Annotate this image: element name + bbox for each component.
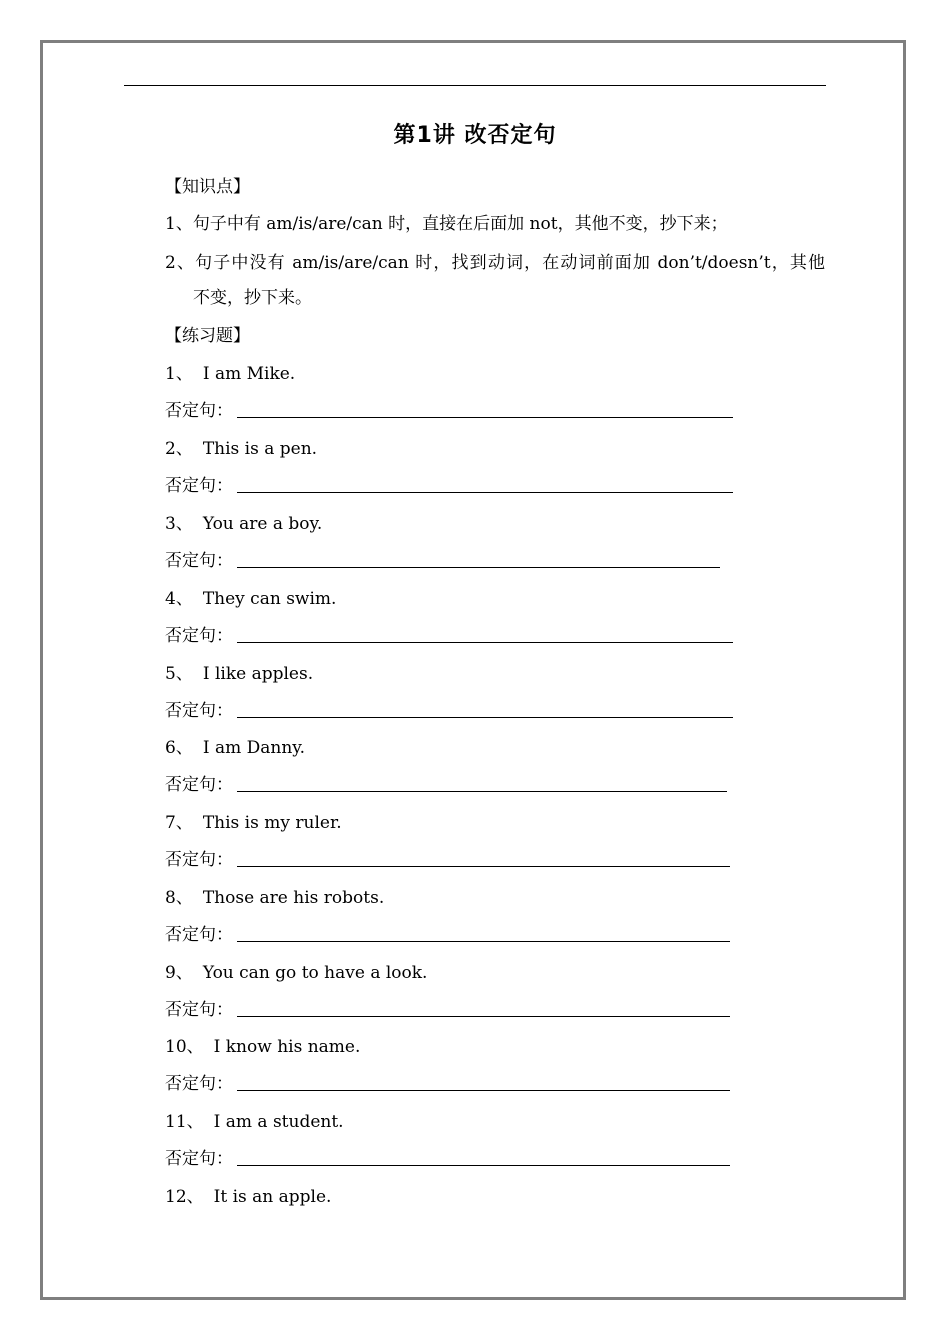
answer-row (165, 696, 733, 721)
question-sentence: I like apples. (202, 664, 314, 684)
answer-blank[interactable] (237, 416, 733, 418)
question-sentence: I know his name. (213, 1037, 361, 1057)
question-row (165, 434, 317, 459)
question-row (165, 584, 336, 609)
question-number: 3、 (165, 514, 193, 534)
header-rule (124, 85, 826, 86)
answer-label: 否定句： (165, 850, 233, 870)
question-number: 8、 (165, 888, 193, 908)
answer-row (165, 770, 727, 795)
exercises-heading: 【练习题】 (165, 326, 250, 346)
question-sentence: I am Mike. (202, 364, 296, 384)
question-row (165, 808, 342, 833)
question-row (165, 359, 295, 384)
answer-row (165, 845, 730, 870)
question-sentence: You can go to have a look. (202, 963, 428, 983)
answer-row (165, 471, 733, 496)
question-row (165, 1032, 360, 1057)
answer-row (165, 920, 730, 945)
question-sentence: This is a pen. (202, 439, 318, 459)
answer-blank[interactable] (237, 1164, 730, 1166)
question-number: 5、 (165, 664, 193, 684)
answer-blank[interactable] (237, 641, 733, 643)
question-number: 4、 (165, 589, 193, 609)
answer-label: 否定句： (165, 701, 233, 721)
page-title: 第1讲 改否定句 (393, 123, 557, 148)
question-sentence: It is an apple. (213, 1187, 332, 1207)
question-number: 9、 (165, 963, 193, 983)
answer-row (165, 1144, 730, 1169)
question-sentence: Those are his robots. (202, 888, 385, 908)
answer-blank[interactable] (237, 940, 730, 942)
question-number: 10、 (165, 1037, 204, 1057)
answer-label: 否定句： (165, 1149, 233, 1169)
answer-label: 否定句： (165, 1000, 233, 1020)
answer-label: 否定句： (165, 925, 233, 945)
question-sentence: This is my ruler. (202, 813, 342, 833)
question-row (165, 1182, 331, 1207)
knowledge-heading: 【知识点】 (165, 177, 250, 197)
answer-blank[interactable] (237, 1015, 730, 1017)
answer-blank[interactable] (237, 566, 720, 568)
question-row (165, 509, 322, 534)
answer-row (165, 396, 733, 421)
answer-label: 否定句： (165, 626, 233, 646)
answer-blank[interactable] (237, 1089, 730, 1091)
question-number: 1、 (165, 364, 193, 384)
question-number: 7、 (165, 813, 193, 833)
question-sentence: They can swim. (202, 589, 337, 609)
answer-label: 否定句： (165, 775, 233, 795)
question-number: 6、 (165, 738, 193, 758)
question-sentence: You are a boy. (202, 514, 323, 534)
answer-blank[interactable] (237, 491, 733, 493)
answer-label: 否定句： (165, 401, 233, 421)
question-row (165, 883, 384, 908)
question-row (165, 1107, 344, 1132)
question-number: 12、 (165, 1187, 204, 1207)
question-number: 11、 (165, 1112, 204, 1132)
answer-label: 否定句： (165, 1074, 233, 1094)
rule-2-line-2: 不变，抄下来。 (193, 288, 312, 308)
answer-row (165, 995, 730, 1020)
question-row (165, 733, 305, 758)
question-sentence: I am a student. (213, 1112, 344, 1132)
answer-row (165, 621, 733, 646)
answer-blank[interactable] (237, 865, 730, 867)
rule-2-line-1: 2、句子中没有 am/is/are/can 时，找到动词，在动词前面加 don’t/doesn’t，其他 (165, 253, 825, 273)
rule-1: 1、句子中有 am/is/are/can 时，直接在后面加 not，其他不变，抄下来； (165, 214, 728, 234)
answer-label: 否定句： (165, 551, 233, 571)
answer-blank[interactable] (237, 716, 733, 718)
answer-blank[interactable] (237, 790, 727, 792)
answer-row (165, 1069, 730, 1094)
answer-row (165, 546, 720, 571)
question-row (165, 958, 427, 983)
answer-label: 否定句： (165, 476, 233, 496)
question-sentence: I am Danny. (202, 738, 306, 758)
question-number: 2、 (165, 439, 193, 459)
question-row (165, 659, 313, 684)
